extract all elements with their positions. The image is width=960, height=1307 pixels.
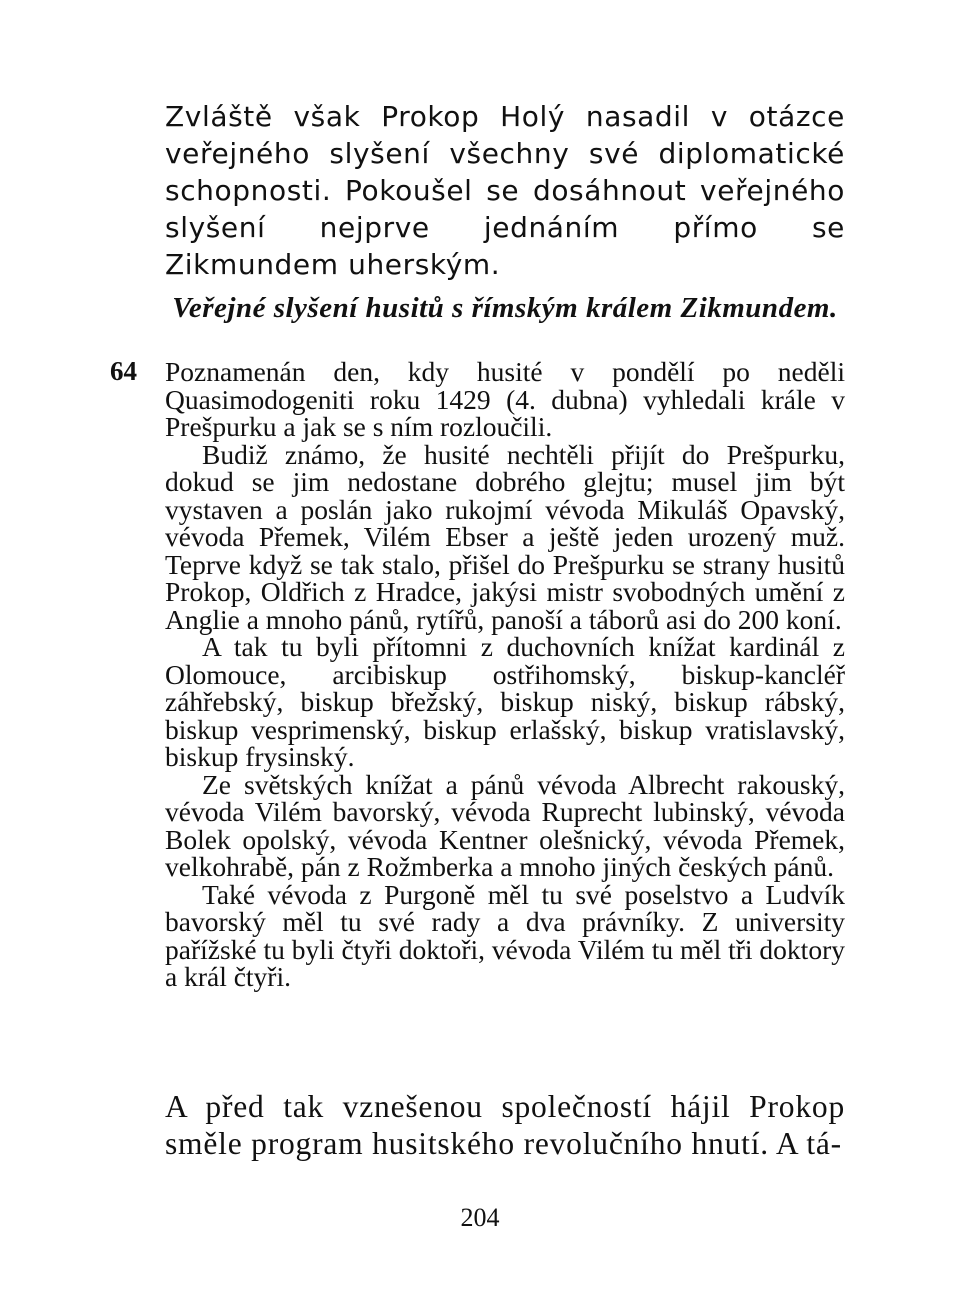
section-heading: Veřejné slyšení husitů s římským králem Zikmundem. (172, 292, 838, 324)
marginal-number: 64 (110, 356, 137, 386)
quote-paragraph: Také vévoda z Purgoně měl tu své poselstvo a Ludvík bavorský měl tu své rady a dva právníky. Z university pařížské tu byli čtyři doktoři, vévoda Vilém tu měl tři doktory a král čtyři. (165, 878, 845, 992)
quoted-document (165, 358, 845, 991)
quote-paragraph: Budiž známo, že husité nechtěli přijít do Prešpurku, dokud se jim nedostane dobrého glejtu; musel jim být vystaven a poslán jako rukojmí vévoda Mikuláš Opavský, vévoda Přemek, Vilém Ebser a ještě jeden urozený muž. Teprve když se tak stalo, přišel do Prešpurku se strany husitů Prokop, Oldřich z Hradce, jakýsi mistr svobodných umění z Anglie a mnoho pánů, rytířů, panoší a táborů asi do 200 koní. (165, 438, 845, 635)
quote-paragraph: A tak tu byli přítomni z duchovních knížat kardinál z Olomouce, arcibiskup ostřihomský, biskup-kancléř záhřebský, biskup břežský, biskup niský, biskup rábský, biskup vesprimenský, biskup erlašský, biskup vratislavský, biskup frysinský. (165, 631, 845, 772)
closing-paragraph: A před tak vznešenou společností hájil Prokop směle program husitského revolučního hnutí. A tá- (165, 1089, 845, 1161)
intro-paragraph: Zvláště však Prokop Holý nasadil v otázce veřejného slyšení všechny své diplomatické schopnosti. Pokoušel se dosáhnout veřejného slyšení nejprve jednáním přímo se Zikmundem uherským. (165, 100, 845, 281)
quote-paragraph: Ze světských knížat a pánů vévoda Albrecht rakouský, vévoda Vilém bavorský, vévoda Ruprecht lubinský, vévoda Bolek opolský, vévoda Kentner olešnický, vévoda Přemek, velkohrabě, pán z Rožmberka a mnoho jiných českých pánů. (165, 768, 845, 882)
quote-paragraph: Poznamenán den, kdy husité v pondělí po neděli Quasimodogeniti roku 1429 (4. dubna) vyhledali krále v Prešpurku a jak se s ním rozloučili. (165, 356, 845, 442)
page-number: 204 (460, 1203, 500, 1232)
